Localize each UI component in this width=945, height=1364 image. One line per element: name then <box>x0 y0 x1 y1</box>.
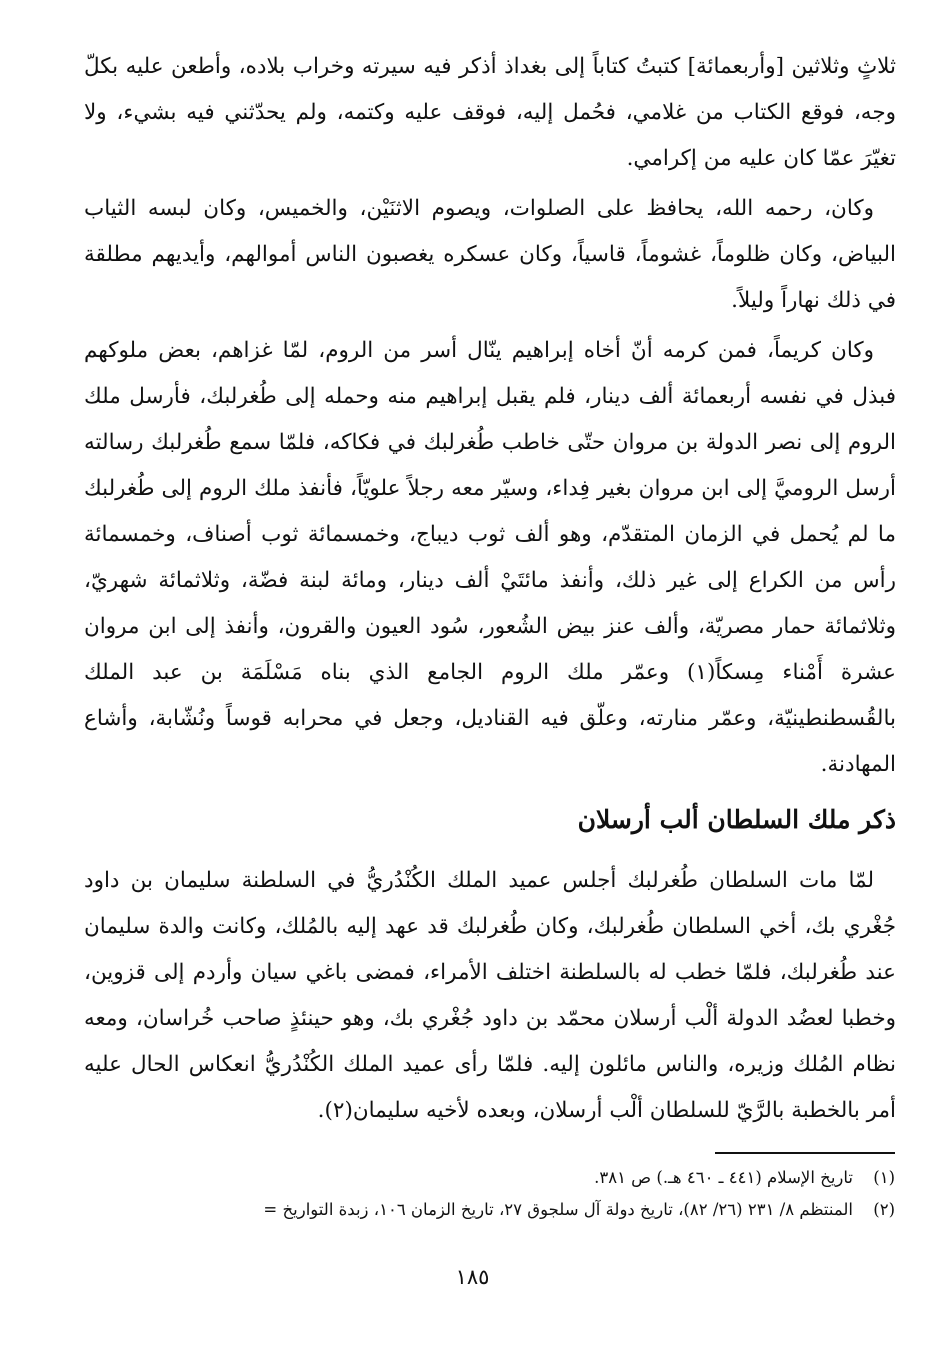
footnote-1 <box>50 1162 895 1194</box>
footnotes <box>50 1162 895 1226</box>
paragraph-3: وكان كريماً، فمن كرمه أنّ أخاه إبراهيم ينّال أسر من الروم، لمّا غزاهم، بعض ملوكهم فبذل في نفسه أربعمائة ألف دينار، فلم يقبل إبراهيم منه وحمله إلى طُغرلبك، فأرسل ملك الروم إلى نصر الدولة بن مروان حتّى خاطب طُغرلبك في فكاكه، فلمّا سمع طُغرلبك رسالته أرسل الروميَّ إلى ابن مروان بغير فِداء، وسيّر معه رجلاً علويّاً، فأنفذ ملك الروم إلى طُغرلبك ما لم يُحمل في الزمان المتقدّم، وهو ألف ثوب ديباج، وخمسمائة ثوب أصناف، وخمسمائة رأس من الكراع إلى غير ذلك، وأنفذ مائتَيْ ألف دينار، ومائة لبنة فضّة، وثلاثمائة شهريّ، وثلاثمائة حمار مصريّة، وألف عنز بيض الشُعور، سُود العيون والقرون، وأنفذ إلى ابن مروان عشرة أَمْناء مِسكاً(١) وعمّر ملك الروم الجامع الذي بناه مَسْلَمَة بن عبد الملك بالقُسطنطينيّة، وعمّر منارته، وعلّق فيه القناديل، وجعل في محرابه قوساً ونُشّابة، وأشاع المهادنة. <box>84 338 896 777</box>
footnote-number: (٢) <box>873 1200 895 1219</box>
footnote-text: المنتظم ٨/ ٢٣١ (٢٦/ ٨٢)، تاريخ دولة آل سلجوق ٢٧، تاريخ الزمان ١٠٦، زبدة التواريخ = <box>263 1200 853 1219</box>
paragraph-1: ثلاثٍ وثلاثين [وأربعمائة] كتبتُ كتاباً إلى بغداذ أذكر فيه سيرته وخراب بلاده، وأطعن عليه بكلّ وجه، فوقع الكتاب من غلامي، فحُمل إليه، فوقف عليه وكتمه، ولم يحدّثني فيه بشيء، ولا تغيّرَ عمّا كان عليه من إكرامي. <box>84 54 896 171</box>
page-number: ١٨٥ <box>455 1265 490 1289</box>
section-heading: ذكر ملك السلطان ألب أرسلان <box>577 805 896 834</box>
footnote-2 <box>50 1194 895 1226</box>
paragraph-2: وكان، رحمه الله، يحافظ على الصلوات، ويصوم الاثنَيْن، والخميس، وكان لبسه الثياب البياض، وكان ظلوماً، غشوماً، قاسياً، وكان عسكره يغصبون الناس أموالهم، وأيديهم مطلقة في ذلك نهاراً وليلاً. <box>84 196 896 313</box>
footnote-divider <box>715 1152 895 1154</box>
footnote-number: (١) <box>873 1168 895 1187</box>
footnote-text: تاريخ الإسلام (٤٤١ ـ ٤٦٠ هـ.) ص ٣٨١. <box>594 1168 853 1187</box>
paragraph-4: لمّا مات السلطان طُغرلبك أجلس عميد الملك الكُنْدُريُّ في السلطنة سليمان بن داود جُغْري بك، أخي السلطان طُغرلبك، وكان طُغرلبك قد عهد إليه بالمُلك، وكانت والدة سليمان عند طُغرلبك، فلمّا خطب له بالسلطنة اختلف الأمراء، فمضى باغي سيان وأردم إلى قزوين، وخطبا لعضُد الدولة ألْب أرسلان محمّد بن داود جُغْري بك، وهو حينئذٍ صاحب خُراسان، ومعه نظام المُلك وزيره، والناس مائلون إليه. فلمّا رأى عميد الملك الكُنْدُريُّ انعكاس الحال عليه أمر بالخطبة بالرَّيّ للسلطان ألْب أرسلان، وبعده لأخيه سليمان(٢). <box>84 868 896 1123</box>
main-text <box>84 44 896 1138</box>
